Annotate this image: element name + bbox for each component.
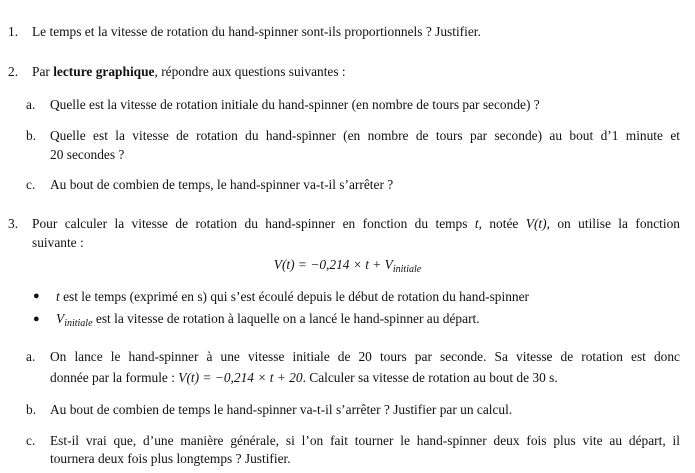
formula-left: V(t) = −0,214 × bbox=[273, 257, 366, 272]
q3-text-a: Pour calculer la vitesse de rotation du hand-spinner en fonction du temps bbox=[32, 216, 475, 231]
question-2a-label: a. bbox=[26, 97, 36, 112]
question-2b-line2: 20 secondes ? bbox=[50, 147, 125, 162]
formula-sub: initiale bbox=[392, 264, 422, 275]
formula-plus: + V bbox=[368, 257, 393, 272]
intro-text: Par bbox=[32, 64, 54, 79]
bullet-2-sub: initiale bbox=[64, 318, 93, 329]
question-2c-text: Au bout de combien de temps, le hand-spinner va-t-il s’arrêter ? bbox=[50, 177, 394, 192]
bullet-1-var: t bbox=[56, 289, 60, 304]
question-3a-line1: On lance le hand-spinner à une vitesse initiale de 20 tours par seconde. Sa vitesse de rotation est donc bbox=[50, 349, 680, 364]
bullet-dot-icon: ● bbox=[33, 290, 40, 302]
q3a-formula: V(t) = −0,214 × t + 20 bbox=[178, 370, 303, 385]
question-1-text: Le temps et la vitesse de rotation du hand-spinner sont-ils proportionnels ? Justifier. bbox=[32, 24, 481, 39]
question-2b-label: b. bbox=[26, 128, 37, 143]
function-formula bbox=[0, 256, 695, 278]
question-3a-line2 bbox=[50, 369, 558, 386]
bullet-2-text: est la vitesse de rotation à laquelle on a lancé le hand-spinner au départ. bbox=[92, 311, 480, 326]
bullet-1-text: est le temps (exprimé en s) qui s’est écoulé depuis le début de rotation du hand-spinner bbox=[59, 289, 530, 304]
intro-text-end: , répondre aux questions suivantes : bbox=[154, 64, 346, 79]
q3a-text-b: . Calculer sa vitesse de rotation au bout de 30 s. bbox=[302, 370, 558, 385]
question-3a-label: a. bbox=[26, 349, 36, 364]
question-3c-line2: tournera deux fois plus longtemps ? Justifier. bbox=[50, 451, 291, 466]
question-3c-line1: Est-il vrai que, d’une manière générale, si l’on fait tourner le hand-spinner deux fois plus vite au départ, il bbox=[50, 433, 680, 448]
formula-t: t bbox=[365, 257, 369, 272]
bullet-2-var: V bbox=[56, 311, 65, 326]
bullet-1 bbox=[56, 288, 529, 305]
question-1-number: 1. bbox=[8, 24, 19, 39]
bullet-2 bbox=[56, 310, 480, 332]
intro-bold-text: lecture graphique bbox=[53, 64, 155, 79]
question-3b-label: b. bbox=[26, 402, 37, 417]
q3-text-b: , notée bbox=[478, 216, 526, 231]
question-3-line1 bbox=[32, 215, 680, 232]
question-2c-label: c. bbox=[26, 177, 36, 192]
question-2-intro bbox=[32, 63, 346, 80]
bullet-dot-icon: ● bbox=[33, 313, 40, 325]
q3a-text-a: donnée par la formule : bbox=[50, 370, 179, 385]
q3-text-c: , on utilise la fonction bbox=[546, 216, 680, 231]
question-2-number: 2. bbox=[8, 64, 19, 79]
question-3-number: 3. bbox=[8, 216, 19, 231]
question-3c-label: c. bbox=[26, 433, 36, 448]
question-2a-text: Quelle est la vitesse de rotation initiale du hand-spinner (en nombre de tours par seconde) ? bbox=[50, 97, 540, 112]
question-3b-text: Au bout de combien de temps le hand-spinner va-t-il s’arrêter ? Justifier par un calcul. bbox=[50, 402, 513, 417]
q3-var-vt: V(t) bbox=[525, 216, 547, 231]
q3-var-t: t bbox=[474, 216, 479, 231]
question-3-line2: suivante : bbox=[32, 235, 84, 250]
question-2b-line1: Quelle est la vitesse de rotation du hand-spinner (en nombre de tours par seconde) au bout d’1 minute et bbox=[50, 128, 680, 143]
